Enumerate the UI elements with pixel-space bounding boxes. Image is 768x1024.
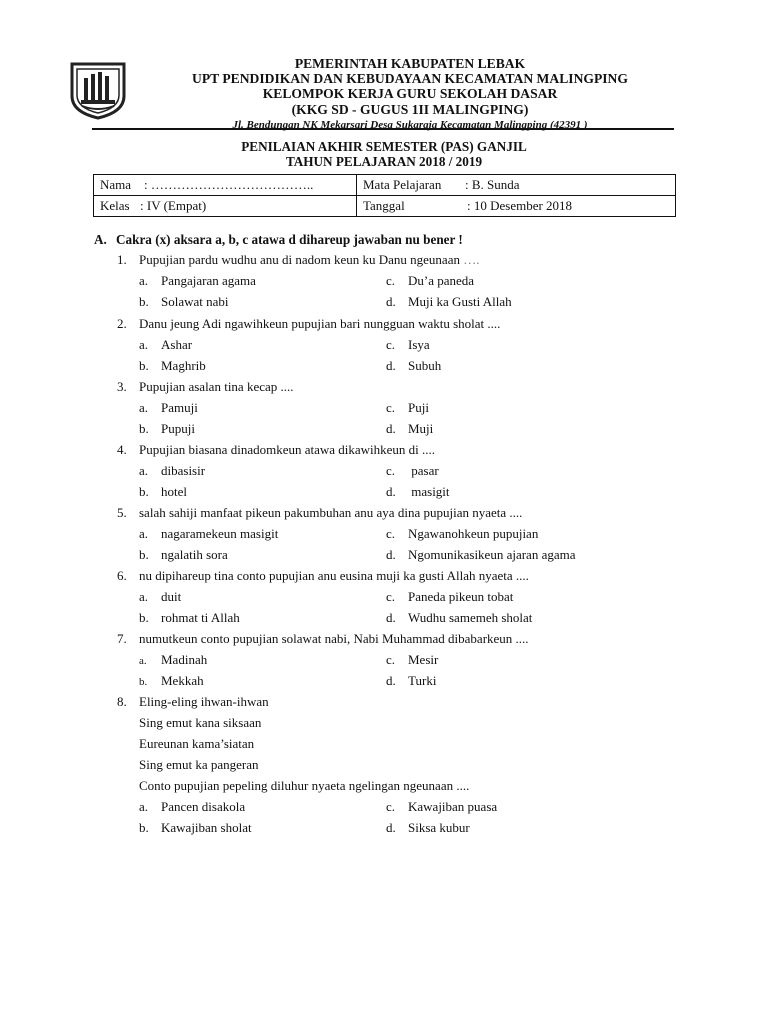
option-text: Solawat nabi — [161, 294, 229, 309]
section-letter: A. — [94, 232, 107, 247]
q5-option-b[interactable] — [139, 547, 228, 563]
question-text: numutkeun conto pupujian solawat nabi, Nabi Muhammad dibabarkeun .... — [139, 631, 529, 646]
option-text: Isya — [408, 337, 430, 352]
option-text: Muji — [408, 421, 434, 436]
option-text: Mekkah — [161, 673, 204, 688]
option-letter: d. — [386, 421, 396, 436]
question-text: Danu jeung Adi ngawihkeun pupujian bari nungguan waktu sholat .... — [139, 316, 501, 331]
option-text: Muji ka Gusti Allah — [408, 294, 512, 309]
option-text: Madinah — [161, 652, 208, 667]
question-number: 5. — [117, 505, 127, 520]
option-text: Turki — [408, 673, 437, 688]
option-text: Puji — [408, 400, 429, 415]
option-text: Siksa kubur — [408, 820, 470, 835]
section-heading — [94, 232, 463, 248]
q1-option-b[interactable] — [139, 294, 229, 310]
q6-option-c[interactable] — [386, 589, 513, 605]
school-emblem-icon — [68, 60, 128, 120]
q4-option-a[interactable] — [139, 463, 205, 479]
q1-option-c[interactable] — [386, 273, 474, 289]
option-letter: d. — [386, 820, 396, 835]
q5-option-d[interactable] — [386, 547, 576, 563]
option-letter: a. — [139, 463, 149, 478]
class-label: Kelas — [100, 198, 130, 213]
option-text: Pamuji — [161, 400, 198, 415]
exam-title — [0, 139, 768, 169]
option-letter: d. — [386, 610, 396, 625]
option-text: Wudhu samemeh sholat — [408, 610, 533, 625]
subject-label: Mata Pelajaran — [363, 177, 442, 192]
q7-option-c[interactable] — [386, 652, 438, 668]
option-letter: c. — [386, 400, 396, 415]
question-6 — [117, 568, 529, 584]
subject-cell — [357, 175, 676, 196]
date-label: Tanggal — [363, 198, 405, 213]
option-letter: c. — [386, 463, 396, 478]
question-5 — [117, 505, 522, 521]
identity-table — [93, 174, 676, 217]
letterhead-divider — [92, 128, 674, 130]
letterhead-line-4: (KKG SD - GUGUS 1II MALINGPING) — [291, 101, 529, 117]
option-letter: c. — [386, 337, 396, 352]
q7-option-a[interactable] — [139, 652, 207, 668]
q4-option-d[interactable] — [386, 484, 450, 500]
option-text: dibasisir — [161, 463, 206, 478]
option-letter: b. — [139, 610, 149, 625]
option-letter: b. — [139, 294, 149, 309]
question-7 — [117, 631, 529, 647]
q2-option-c[interactable] — [386, 337, 430, 353]
question-number: 2. — [117, 316, 127, 331]
letterhead — [150, 56, 670, 133]
subject-value: : B. Sunda — [465, 177, 520, 192]
verse-line-3: Sing emut ka pangeran — [139, 757, 259, 772]
question-3 — [117, 379, 294, 395]
q2-option-b[interactable] — [139, 358, 206, 374]
option-letter: d. — [386, 484, 396, 499]
question-text: salah sahiji manfaat pikeun pakumbuhan anu aya dina pupujian nyaeta .... — [139, 505, 523, 520]
exam-title-line-1: PENILAIAN AKHIR SEMESTER (PAS) GANJIL — [241, 139, 527, 154]
q3-option-c[interactable] — [386, 400, 429, 416]
option-text: Pupuji — [161, 421, 195, 436]
option-letter: c. — [386, 652, 396, 667]
q2-option-a[interactable] — [139, 337, 192, 353]
option-text: pasar — [408, 463, 439, 478]
name-cell[interactable] — [94, 175, 357, 196]
option-text: Ngawanohkeun pupujian — [408, 526, 539, 541]
option-text: nagaramekeun masigit — [161, 526, 279, 541]
question-text: Pupujian biasana dinadomkeun atawa dikawihkeun di .... — [139, 442, 436, 457]
option-text: Maghrib — [161, 358, 206, 373]
q8-option-d[interactable] — [386, 820, 470, 836]
option-text: Pangajaran agama — [161, 273, 256, 288]
option-letter: a. — [139, 589, 149, 604]
q8-option-b[interactable] — [139, 820, 252, 836]
question-text: Pupujian asalan tina kecap .... — [139, 379, 294, 394]
option-text: Mesir — [408, 652, 439, 667]
class-cell — [94, 196, 357, 217]
option-text: Paneda pikeun tobat — [408, 589, 514, 604]
question-2 — [117, 316, 500, 332]
q1-option-a[interactable] — [139, 273, 256, 289]
q6-option-b[interactable] — [139, 610, 240, 626]
question-4 — [117, 442, 435, 458]
question-ellipsis: …. — [463, 252, 480, 267]
question-number: 3. — [117, 379, 127, 394]
q1-option-d[interactable] — [386, 294, 512, 310]
q7-option-d[interactable] — [386, 673, 436, 689]
class-value: : IV (Empat) — [140, 198, 207, 213]
question-8-prompt: Conto pupujian pepeling diluhur nyaeta ngelingan ngeunaan .... — [139, 778, 470, 793]
question-number: 4. — [117, 442, 127, 457]
date-cell — [357, 196, 676, 217]
option-letter: b. — [139, 820, 149, 835]
q2-option-d[interactable] — [386, 358, 441, 374]
q6-option-d[interactable] — [386, 610, 532, 626]
option-text: Ngomunikasikeun ajaran agama — [408, 547, 576, 562]
option-letter: b. — [139, 484, 149, 499]
option-text: Kawajiban sholat — [161, 820, 252, 835]
question-number: 7. — [117, 631, 127, 646]
option-letter: a. — [139, 526, 149, 541]
q4-option-b[interactable] — [139, 484, 187, 500]
option-letter: b. — [139, 676, 148, 688]
option-text: Kawajiban puasa — [408, 799, 498, 814]
q8-option-a[interactable] — [139, 799, 245, 815]
option-letter: d. — [386, 673, 396, 688]
question-1 — [117, 252, 479, 268]
question-number: 8. — [117, 694, 127, 709]
q3-option-d[interactable] — [386, 421, 433, 437]
option-letter: d. — [386, 294, 396, 309]
option-letter: b. — [139, 421, 149, 436]
option-text: rohmat ti Allah — [161, 610, 240, 625]
option-letter: c. — [386, 526, 396, 541]
q5-option-c[interactable] — [386, 526, 538, 542]
name-label: Nama — [100, 177, 132, 192]
option-text: duit — [161, 589, 182, 604]
verse-line-1: Sing emut kana siksaan — [139, 715, 262, 730]
option-text: Ashar — [161, 337, 193, 352]
option-letter: c. — [386, 799, 396, 814]
verse-line-2: Eureunan kama’siatan — [139, 736, 255, 751]
q8-option-c[interactable] — [386, 799, 497, 815]
q3-option-b[interactable] — [139, 421, 195, 437]
option-text: Subuh — [408, 358, 442, 373]
option-letter: b. — [139, 547, 149, 562]
option-letter: a. — [139, 799, 149, 814]
option-letter: c. — [386, 273, 396, 288]
option-letter: d. — [386, 547, 396, 562]
question-number: 1. — [117, 252, 127, 267]
option-text: masigit — [408, 484, 450, 499]
option-letter: b. — [139, 358, 149, 373]
letterhead-line-1: PEMERINTAH KABUPATEN LEBAK — [294, 56, 526, 71]
question-text: Pupujian pardu wudhu anu di nadom keun ku Danu ngeunaan — [139, 252, 460, 267]
question-text: nu dipihareup tina conto pupujian anu eusina muji ka gusti Allah nyaeta .... — [139, 568, 529, 583]
q5-option-a[interactable] — [139, 526, 278, 542]
option-text: Pancen disakola — [161, 799, 246, 814]
q7-option-b[interactable] — [139, 673, 204, 689]
letterhead-address: Jl. Bendungan NK Mekarsari Desa Sukaraja Kecamatan Malingping (42391 ) — [232, 118, 588, 131]
option-letter: a. — [139, 655, 147, 667]
option-letter: c. — [386, 589, 396, 604]
option-letter: d. — [386, 358, 396, 373]
option-letter: a. — [139, 273, 149, 288]
q4-option-c[interactable] — [386, 463, 439, 479]
date-value: : 10 Desember 2018 — [467, 198, 573, 213]
option-text: Du’a paneda — [408, 273, 475, 288]
section-instruction: Cakra (x) aksara a, b, c atawa d dihareup jawaban nu bener ! — [116, 232, 463, 247]
question-text: Eling-eling ihwan-ihwan — [139, 694, 269, 709]
q6-option-a[interactable] — [139, 589, 181, 605]
question-number: 6. — [117, 568, 127, 583]
letterhead-line-3: KELOMPOK KERJA GURU SEKOLAH DASAR — [262, 86, 558, 102]
exam-title-line-2: TAHUN PELAJARAN 2018 / 2019 — [285, 154, 483, 169]
letterhead-line-2: UPT PENDIDIKAN DAN KEBUDAYAAN KECAMATAN MALINGPING — [192, 71, 628, 87]
option-text: hotel — [161, 484, 187, 499]
option-letter: a. — [139, 400, 149, 415]
option-text: ngalatih sora — [161, 547, 228, 562]
name-value: : ……………………………….. — [144, 177, 314, 192]
question-8 — [117, 694, 269, 710]
q3-option-a[interactable] — [139, 400, 198, 416]
option-letter: a. — [139, 337, 149, 352]
